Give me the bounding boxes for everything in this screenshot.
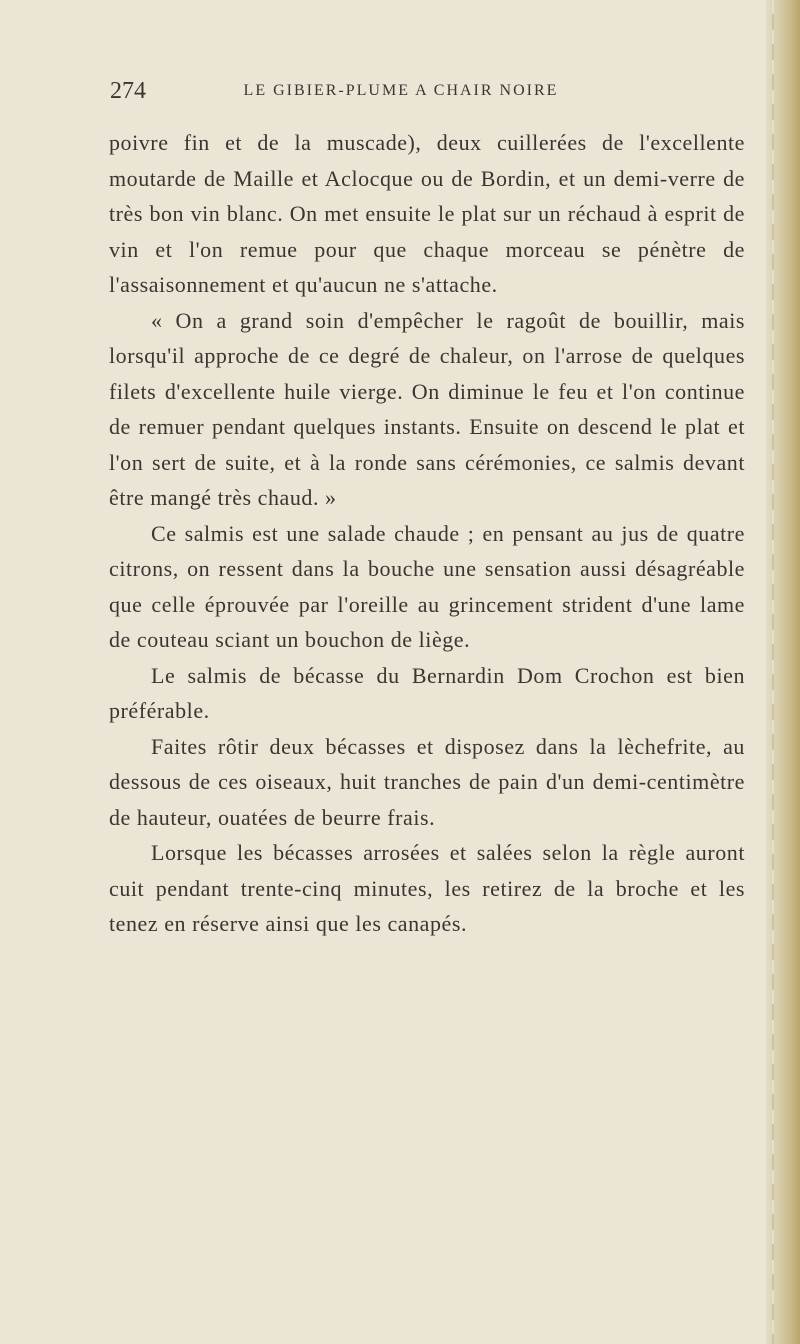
paragraph: Faites rôtir deux bécasses et disposez dans la lèchefrite, au dessous de ces oiseaux, huit tranches de pain d'un demi-centimètre de hauteur, ouatées de beurre frais.	[109, 733, 745, 830]
paragraph: Ce salmis est une salade chaude ; en pensant au jus de quatre citrons, on ressent dans la bouche une sensation aussi désagréable que celle éprouvée par l'oreille au grincement strident d'une lame de couteau sciant un bouchon de liège.	[109, 520, 745, 652]
body-text	[109, 125, 745, 942]
running-head	[110, 76, 640, 106]
paragraph: Lorsque les bécasses arrosées et salées selon la règle auront cuit pendant trente-cinq minutes, les retirez de la broche et les tenez en réserve ainsi que les canapés.	[109, 840, 745, 936]
page-number: 274	[110, 78, 146, 104]
paragraph: Le salmis de bécasse du Bernardin Dom Crochon est bien préférable.	[109, 662, 745, 723]
page-edge	[766, 0, 800, 1344]
paragraph: poivre fin et de la muscade), deux cuillerées de l'excellente moutarde de Maille et Aclocque ou de Bordin, et un demi-verre de très bon vin blanc. On met ensuite le plat sur un réchaud à esprit de vin et l'on remue pour que chaque morceau se pénètre de l'assaisonnement et qu'aucun ne s'attache.	[109, 130, 745, 297]
running-title: LE GIBIER-PLUME A CHAIR NOIRE	[243, 82, 559, 99]
paragraph: « On a grand soin d'empêcher le ragoût de bouillir, mais lorsqu'il approche de ce degré de chaleur, on l'arrose de quelques filets d'excellente huile vierge. On diminue le feu et l'on continue de remuer pendant quelques instants. Ensuite on descend le plat et l'on sert de suite, et à la ronde sans cérémonies, ce salmis devant être mangé très chaud. »	[109, 307, 745, 510]
